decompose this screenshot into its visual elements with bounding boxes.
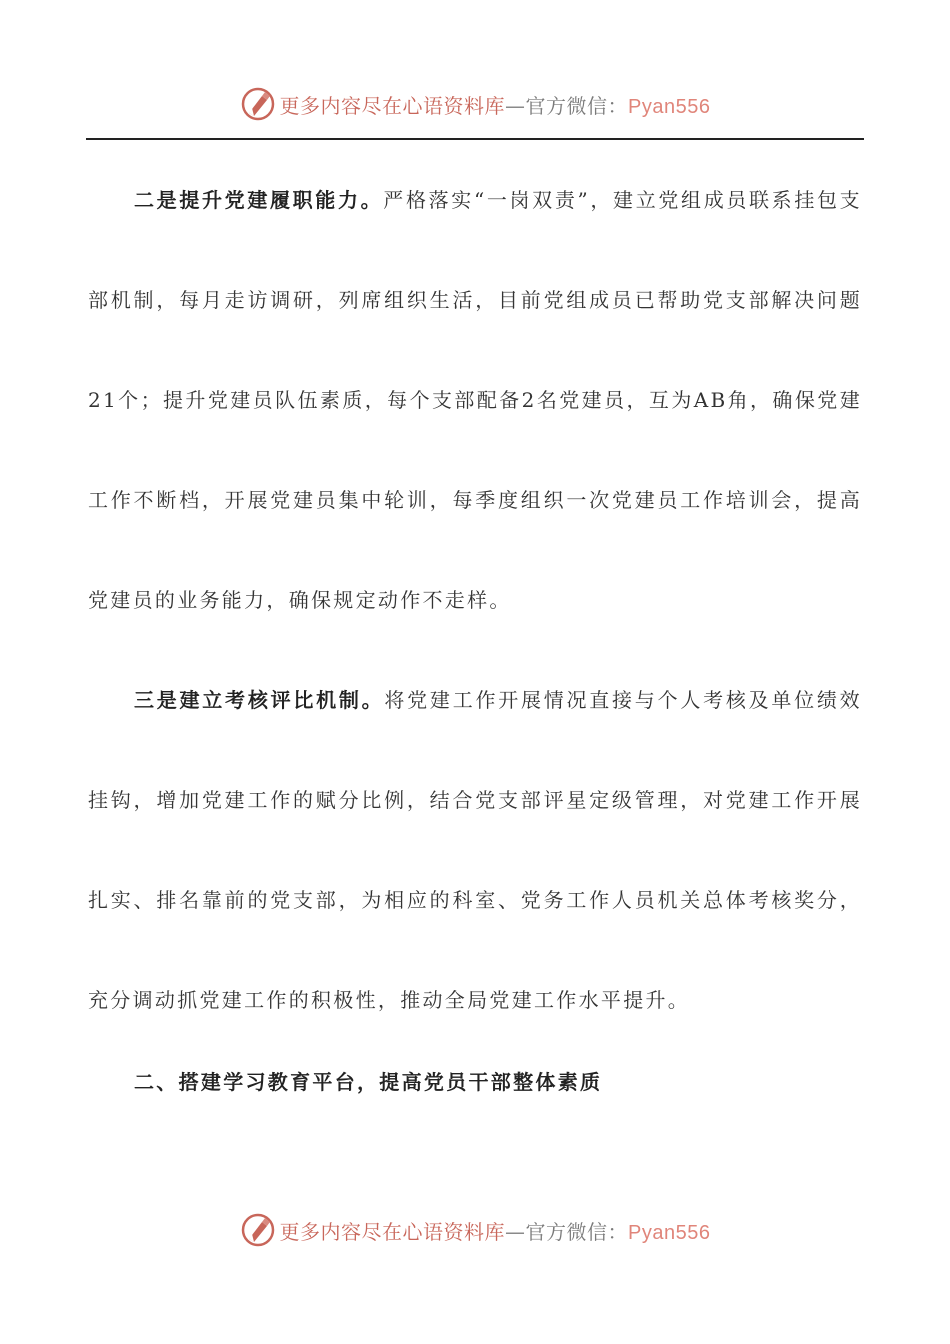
header-label: 官方微信： bbox=[525, 93, 629, 118]
footer-banner bbox=[0, 1208, 950, 1252]
header-wechat-id: Pyan556 bbox=[628, 95, 711, 118]
pen-logo-icon bbox=[240, 1212, 276, 1248]
paragraph-1-lead: 二是提升党建履职能力。 bbox=[134, 188, 384, 212]
footer-wechat-id: Pyan556 bbox=[628, 1221, 711, 1244]
header-main-text: 更多内容尽在心语资料库 bbox=[279, 93, 506, 118]
paragraph-1 bbox=[88, 150, 862, 650]
section-heading: 二、搭建学习教育平台，提高党员干部整体素质 bbox=[134, 1070, 603, 1094]
paragraph-2-body: 将党建工作开展情况直接与个人考核及单位绩效挂钩，增加党建工作的赋分比例，结合党支部评星定级管理，对党建工作开展扎实、排名靠前的党支部，为相应的科室、党务工作人员机关总体考核奖分，充分调动抓党建工作的积极性，推动全局党建工作水平提升。 bbox=[88, 688, 862, 1012]
header-banner bbox=[0, 82, 950, 126]
paragraph-1-body: 严格落实“一岗双责”，建立党组成员联系挂包支部机制，每月走访调研，列席组织生活，目前党组成员已帮助党支部解决问题21个；提升党建员队伍素质，每个支部配备2名党建员，互为AB角，确保党建工作不断档，开展党建员集中轮训，每季度组织一次党建员工作培训会，提高党建员的业务能力，确保规定动作不走样。 bbox=[88, 188, 862, 612]
footer-dash: — bbox=[505, 1219, 526, 1244]
footer-text bbox=[280, 1216, 711, 1245]
paragraph-2-lead: 三是建立考核评比机制。 bbox=[134, 688, 385, 712]
header-dash: — bbox=[505, 93, 526, 118]
document-body bbox=[88, 150, 862, 1112]
footer-main-text: 更多内容尽在心语资料库 bbox=[279, 1219, 506, 1244]
pen-logo-icon bbox=[240, 86, 276, 122]
footer-label: 官方微信： bbox=[525, 1219, 629, 1244]
header-text bbox=[280, 90, 711, 119]
header-rule bbox=[86, 138, 864, 140]
paragraph-2 bbox=[88, 650, 862, 1050]
